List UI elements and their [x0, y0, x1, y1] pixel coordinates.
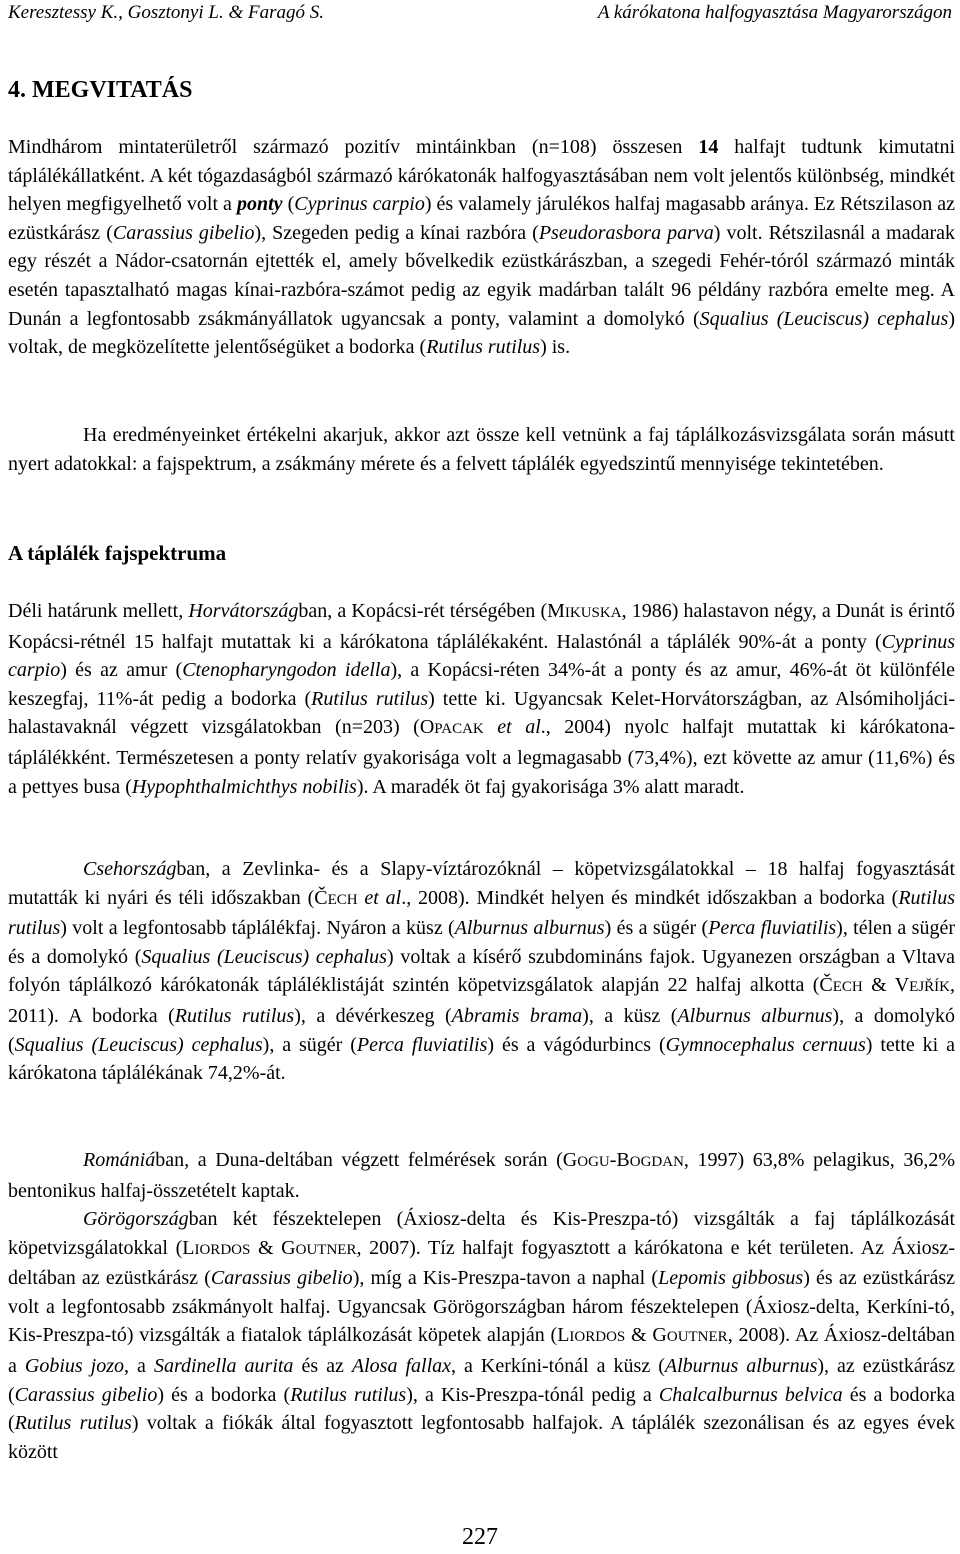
paragraph-2: Ha eredményeinket értékelni akarjuk, akkor azt össze kell vetnünk a faj táplálkozásvizsgálata során másutt nyert adatokkal: a fajspektrum, a zsákmány mérete és a felvett táplálék egyedszintű mennyisége tekintetében. [8, 424, 955, 475]
paragraph-3: Déli határunk mellett, Horvátországban, a Kopácsi-rét térségében (MIKUSKA, 1986) halastavon négy, a Dunát is érintő Kopácsi-rétnél 15 halfajt mutattak ki a kárókatona táplálékaként. Halastónál a táplálék 90%-át a ponty (Cyprinus carpio) és az amur (Ctenopharyngodon idella), a Kopácsi-réten 34%-át a ponty és az amur, 46%-át öt különféle keszegfaj, 11%-át pedig a bodorka (Rutilus rutilus) tette ki. Ugyancsak Kelet-Horvátországban, az Alsómiholjáci-halastavaknál végzett vizsgálatokban (n=203) (OPACAK et al., 2004) nyolc halfajt mutattak ki kárókatona-táplálékként. Természetesen a ponty relatív gyakorisága volt a legmagasabb (73,4%), ezt követte az amur (11,6%) és a pettyes busa (Hypophthalmichthys nobilis). A maradék öt faj gyakorisága 3% alatt maradt. [8, 600, 956, 798]
paragraph-1: Mindhárom mintaterületről származó pozitív mintáinkban (n=108) összesen 14 halfajt tudtunk kimutatni táplálékállatként. A két tógazdaságból származó kárókatonák halfogyasztásában nem volt jelentős különbség, mindkét helyen megfigyelhető volt a ponty (Cyprinus carpio) és valamely járulékos halfaj magasabb aránya. Ez Rétszilason az ezüstkárász (Carassius gibelio), Szegeden pedig a kínai razbóra (Pseudorasbora parva) volt. Rétszilasnál a madarak egy részét a Nádor-csatornán ejtették el, amely bővelkedik ezüstkárászban, a szegedi Fehér-tóról származó minták esetén tapasztalható magas kínai-razbóra-számot pedig az egyik madárban talált 96 példány razbóra emelte meg. A Dunán a legfontosabb zsákmányállatok ugyancsak a ponty, valamint a domolykó (Squalius (Leuciscus) cephalus) voltak, de megközelítette jelentőségüket a bodorka (Rutilus rutilus) is. [8, 136, 956, 359]
subsection-title: A táplálék fajspektruma [8, 541, 227, 565]
header-authors: Keresztessy K., Gosztonyi L. & Faragó S. [8, 2, 324, 23]
paragraph-5: Romániában, a Duna-deltában végzett felmérések során (GOGU-BOGDAN, 1997) 63,8% pelagikus, 36,2% bentonikus halfaj-összetételt kaptak. [8, 1149, 955, 1202]
paragraph-6: Görögországban két fészektelepen (Áxiosz-delta és Kis-Preszpa-tó) vizsgálták a faj táplálkozását köpetvizsgálatokkal (LIORDOS & GOUTNER, 2007). Tíz halfajt fogyasztott a kárókatona e két területen. Az Áxiosz-deltában az ezüstkárász (Carassius gibelio), míg a Kis-Preszpa-tavon a naphal (Lepomis gibbosus) és az ezüstkárász volt a legfontosabb zsákmányolt halfaj. Ugyancsak Görögországban három fészektelepen (Áxiosz-delta, Kerkíni-tó, Kis-Preszpa-tó) vizsgálták a fiatalok táplálkozását köpetek alapján (LIORDOS & GOUTNER, 2008). Az Áxiosz-deltában a Gobius jozo, a Sardinella aurita és az Alosa fallax, a Kerkíni-tónál a küsz (Alburnus alburnus), az ezüstkárász (Carassius gibelio) és a bodorka (Rutilus rutilus), a Kis-Preszpa-tónál pedig a Chalcalburnus belvica és a bodorka (Rutilus rutilus) voltak a fiókák által fogyasztott legfontosabb halfajok. A táplálék szezonálisan és az egyes évek között [8, 1208, 956, 1463]
section-title: 4. MEGVITATÁS [8, 77, 193, 103]
paragraph-4: Csehországban, a Zevlinka- és a Slapy-víztározóknál – köpetvizsgálatokkal – 18 halfaj fogyasztását mutatták ki nyári és téli időszakban (ČECH et al., 2008). Mindkét helyen és mindkét időszakban a bodorka (Rutilus rutilus) volt a legfontosabb táplálékfaj. Nyáron a küsz (Alburnus alburnus) és a sügér (Perca fluviatilis), télen a sügér és a domolykó (Squalius (Leuciscus) cephalus) voltak a kísérő szubdomináns fajok. Ugyanezen országban a Vltava folyón táplálkozó kárókatonák tápláléklistáját szintén köpetvizsgálatok alapján 22 halfaj alkotta (ČECH & VEJŘÍK, 2011). A bodorka (Rutilus rutilus), a dévérkeszeg (Abramis brama), a küsz (Alburnus alburnus), a domolykó (Squalius (Leuciscus) cephalus), a sügér (Perca fluviatilis) és a vágódurbincs (Gymnocephalus cernuus) tette ki a kárókatona táplálékának 74,2%-át. [8, 858, 956, 1085]
running-header [8, 0, 952, 26]
page-number: 227 [462, 1524, 498, 1550]
header-running-title: A kárókatona halfogyasztása Magyarországon [597, 2, 952, 23]
